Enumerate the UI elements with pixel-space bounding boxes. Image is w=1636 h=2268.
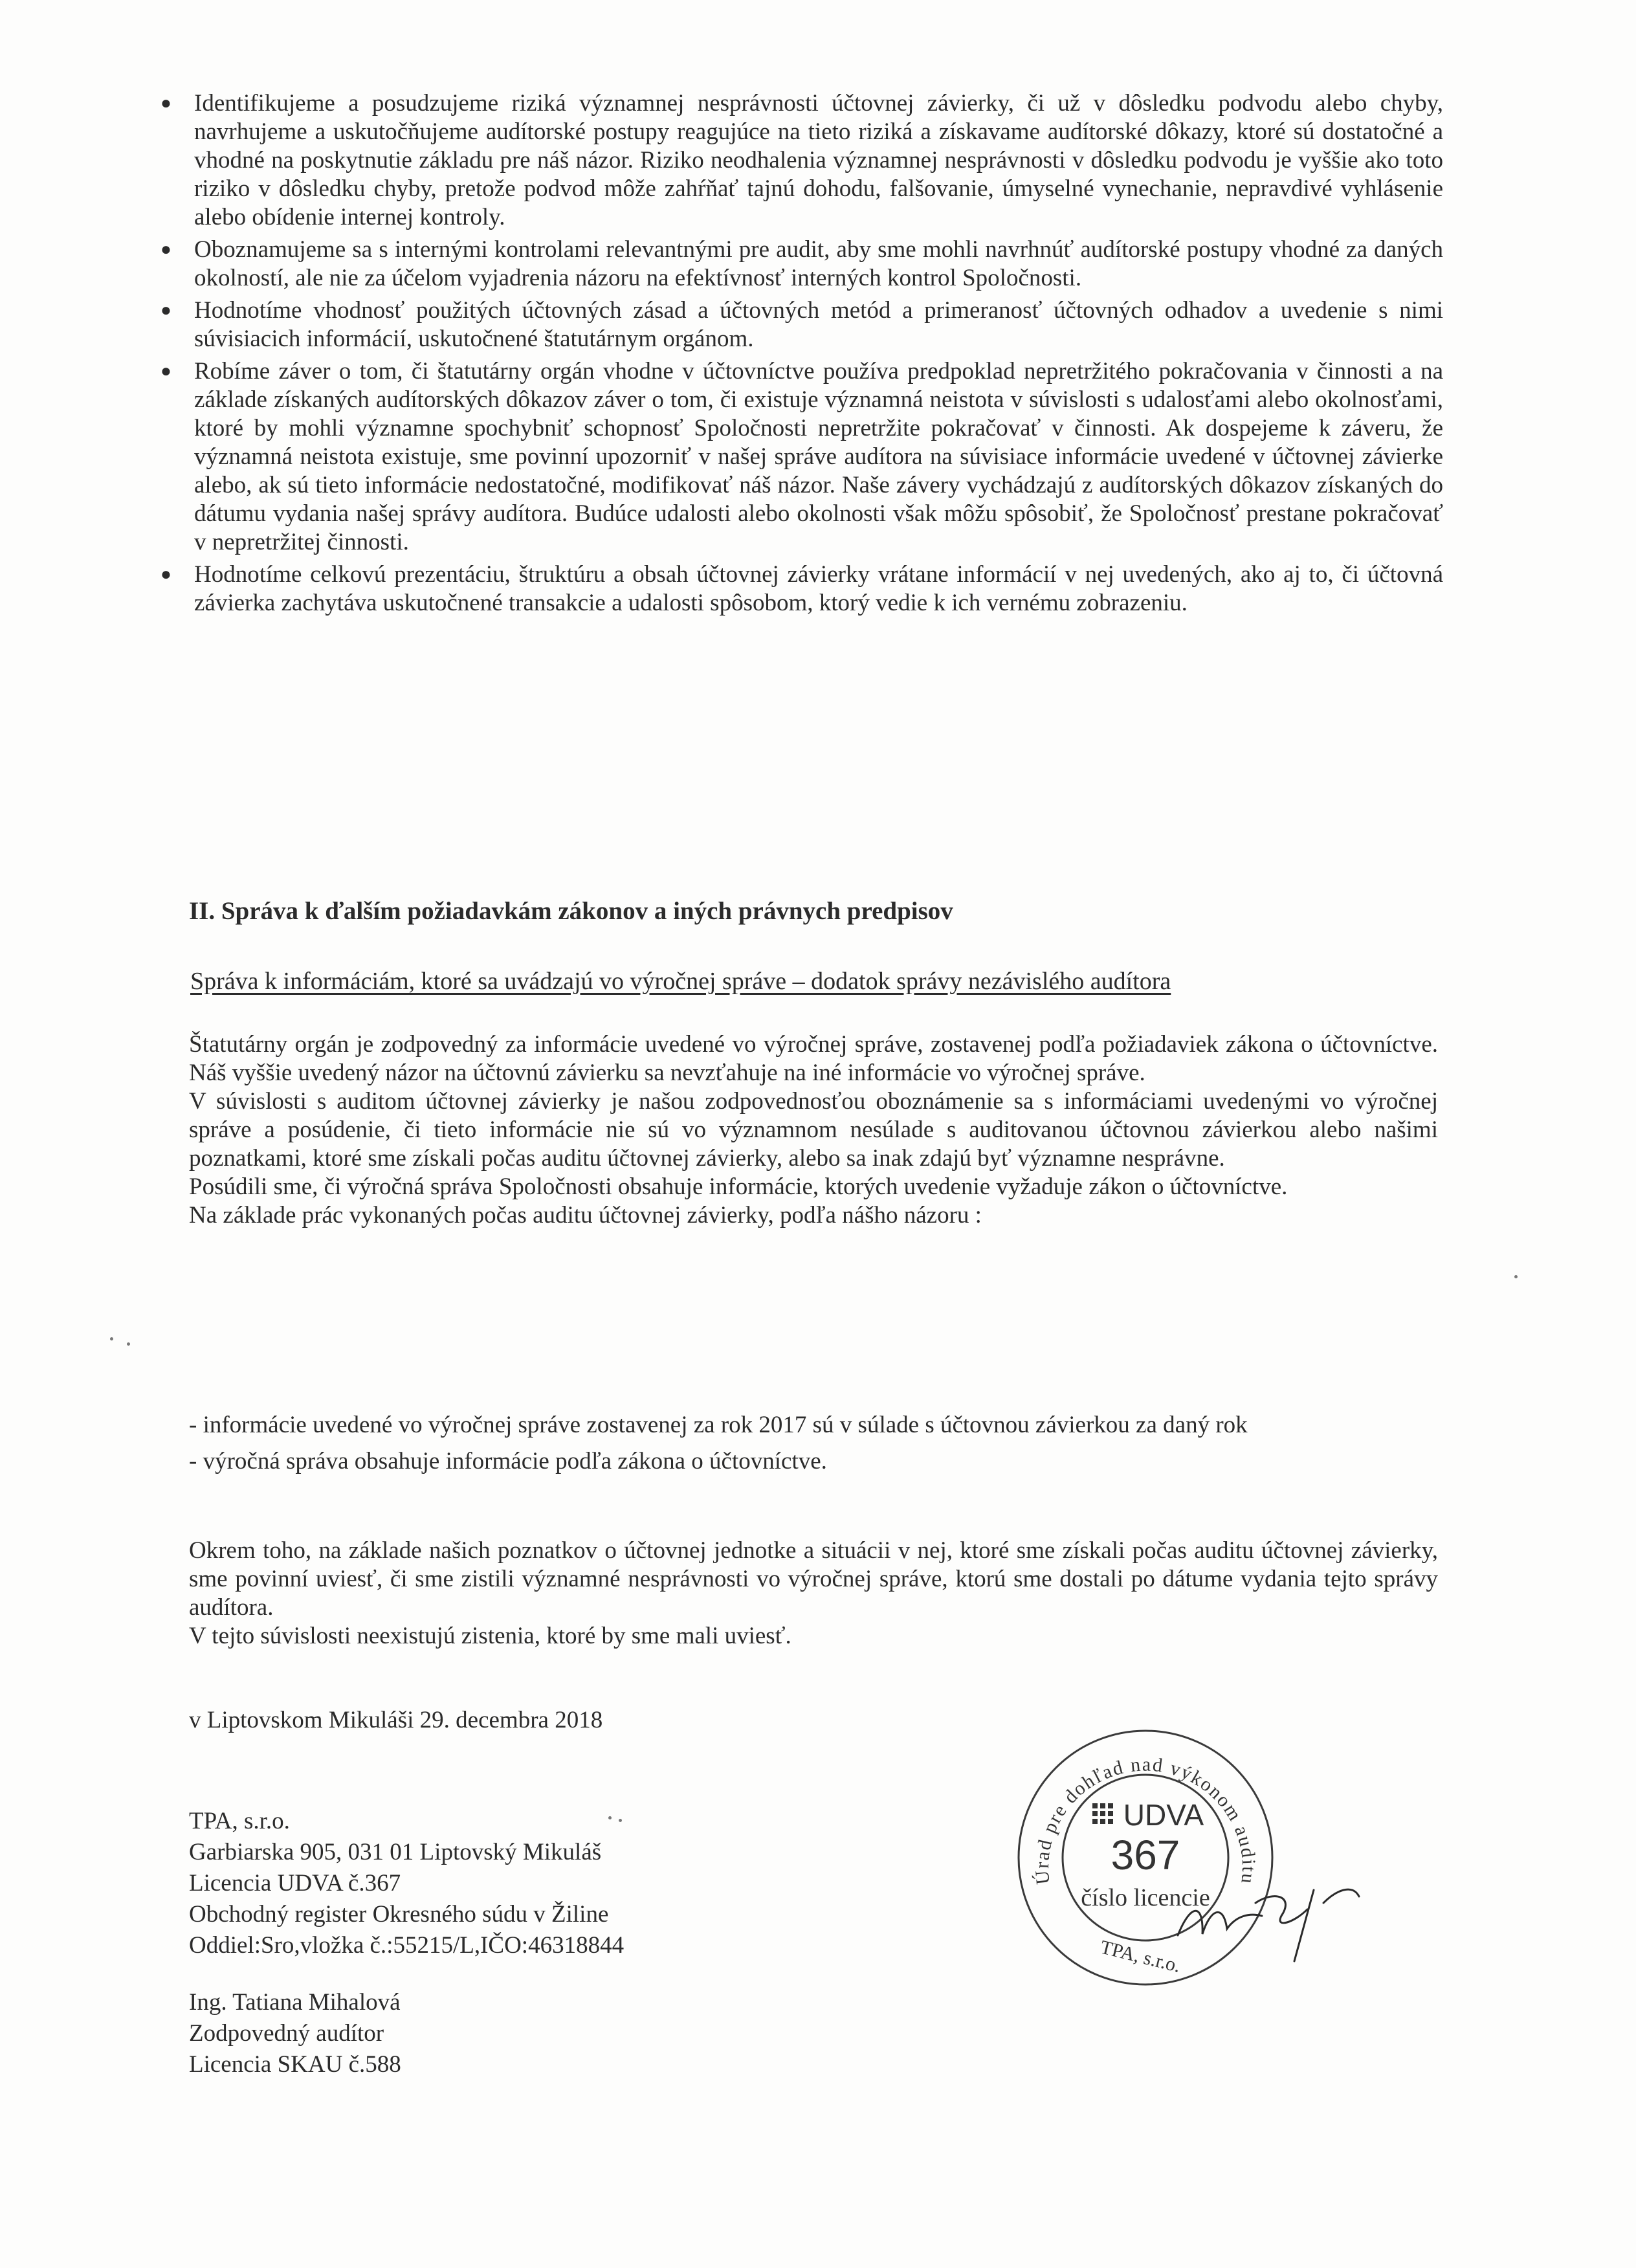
bullet-text: Robíme záver o tom, či štatutárny orgán vhodne v účtovníctve používa predpoklad nepretržitého pokračovania v činnosti a na základe získaných audítorských dôkazov záver o tom, či existuje významná neistota v súvislosti s udalosťami alebo okolnosťami, ktoré by mohli významne spochybniť schopnosť Spoločnosti nepretržite pokračovať v činnosti. Ak dospejeme k záveru, že významná neistota existuje, sme povinní upozorniť v našej správe audítora na súvisiace informácie uvedené v účtovnej závierke alebo, ak sú tieto informácie nedostatočné, modifikovať náš názor. Naše závery vychádzajú z audítorských dôkazov získaných do dátumu vydania našej správy audítora. Budúce udalosti alebo okolnosti však môžu spôsobiť, že Spoločnosť prestane pokračovať v nepretržitej činnosti. — [194, 358, 1443, 555]
scan-speck — [127, 1342, 130, 1346]
bullet-text: Hodnotíme celkovú prezentáciu, štruktúru a obsah účtovnej závierky vrátane informácií v nej uvedených, ako aj to, či účtovná závierka zachytáva uskutočnené transakcie a udalosti spôsobom, ktorý vedie k ich vernému zobrazeniu. — [194, 561, 1443, 616]
stamp-firm: TPA, s.r.o. — [1098, 1936, 1183, 1977]
stamp-ring-text: Úrad pre dohľad nad výkonom auditu — [1031, 1753, 1260, 1886]
bullet-text: Oboznamujeme sa s internými kontrolami relevantnými pre audit, aby sme mohli navrhnúť audítorské postupy vhodné za daných okolností, ale nie za účelom vyjadrenia názoru na efektívnosť interných kontrol Spoločnosti. — [194, 236, 1443, 291]
scan-speck — [608, 1816, 612, 1819]
list-item — [160, 561, 1443, 617]
list-item — [160, 296, 1443, 353]
bullet-icon: ● — [160, 93, 171, 113]
auditor-name: Ing. Tatiana Mihalová — [189, 1989, 401, 2016]
auditor-license: Licencia SKAU č.588 — [189, 2051, 401, 2078]
section-heading: II. Správa k ďalším požiadavkám zákonov a iných právnych predpisov — [189, 897, 953, 925]
bullet-icon: ● — [160, 239, 171, 260]
bullet-icon: ● — [160, 361, 171, 381]
paragraph: Posúdili sme, či výročná správa Spoločnosti obsahuje informácie, ktorých uvedenie vyžaduje zákon o účtovníctve. — [189, 1173, 1288, 1200]
list-item — [160, 357, 1443, 557]
signature-icon — [1165, 1877, 1372, 1968]
stamp-number: 367 — [1111, 1832, 1180, 1878]
list-item — [160, 236, 1443, 293]
company-register: Obchodný register Okresného súdu v Žiline — [189, 1901, 609, 1928]
paragraph: Okrem toho, na základe našich poznatkov o účtovnej jednotke a situácii v nej, ktoré sme získali počas auditu účtovnej závierky, sme povinní uviesť, či sme zistili významné nesprávnosti vo výročnej správe, ktorú sme dostali po dátume vydania tejto správy audítora. — [189, 1537, 1438, 1621]
bullet-icon: ● — [160, 300, 171, 320]
auditor-role: Zodpovedný audítor — [189, 2020, 384, 2047]
bullet-list — [160, 89, 1443, 621]
paragraph: Na základe prác vykonaných počas auditu účtovnej závierky, podľa nášho názoru : — [189, 1202, 982, 1228]
auditor-block — [189, 1987, 401, 2080]
paragraph: Štatutárny orgán je zodpovedný za informácie uvedené vo výročnej správe, zostavenej podľa požiadaviek zákona o účtovníctve. Náš vyššie uvedený názor na účtovnú závierku sa nevzťahuje na iné informácie vo výročnej správe. — [189, 1031, 1438, 1086]
company-address: Garbiarska 905, 031 01 Liptovský Mikuláš — [189, 1839, 602, 1865]
bullet-text: Hodnotíme vhodnosť použitých účtovných zásad a účtovných metód a primeranosť účtovných odhadov a uvedenie s nimi súvisiacich informácií, uskutočnené štatutárnym orgánom. — [194, 297, 1443, 352]
closing-paragraphs — [189, 1537, 1438, 1651]
company-block — [189, 1806, 624, 1961]
place-and-date: v Liptovskom Mikuláši 29. decembra 2018 — [189, 1707, 603, 1733]
bullet-icon: ● — [160, 564, 171, 584]
list-item: - informácie uvedené vo výročnej správe zostavenej za rok 2017 sú v súlade s účtovnou závierkou za daný rok — [189, 1412, 1248, 1438]
company-register-details: Oddiel:Sro,vložka č.:55215/L,IČO:46318844 — [189, 1932, 625, 1959]
paragraph: V súvislosti s auditom účtovnej závierky je našou zodpovednosťou oboznámenie sa s informáciami uvedenými vo výročnej správe a posúdenie, či tieto informácie nie sú vo významnom nesúlade s auditovanou účtovnou závierkou alebo našimi poznatkami, ktoré sme získali počas auditu účtovnej závierky, alebo sa inak zdajú byť významne nesprávne. — [189, 1088, 1438, 1172]
scan-speck — [619, 1819, 622, 1822]
scan-speck — [110, 1337, 113, 1340]
udva-logo-icon — [1092, 1803, 1113, 1824]
bullet-text: Identifikujeme a posudzujeme riziká významnej nesprávnosti účtovnej závierky, či už v dôsledku podvodu alebo chyby, navrhujeme a uskutočňujeme audítorské postupy reagujúce na tieto riziká a získavame audítorské dôkazy, ktoré sú dostatočné a vhodné na poskytnutie základu pre náš názor. Riziko neodhalenia významnej nesprávnosti v dôsledku podvodu je vyššie ako toto riziko v dôsledku chyby, pretože podvod môže zahŕňať tajnú dohodu, falšovanie, úmyselné vynechanie, nepravdivé vyhlásenie alebo obídenie internej kontroly. — [194, 90, 1443, 230]
list-item: - výročná správa obsahuje informácie podľa zákona o účtovníctve. — [189, 1448, 827, 1474]
stamp-label: číslo licencie — [1081, 1884, 1210, 1911]
company-name: TPA, s.r.o. — [189, 1808, 290, 1834]
section-subheading: Správa k informáciám, ktoré sa uvádzajú vo výročnej správe – dodatok správy nezávislého audítora — [190, 968, 1171, 995]
stamp-org: UDVA — [1123, 1798, 1204, 1832]
opinion-list — [189, 1411, 1438, 1484]
list-item — [160, 89, 1443, 232]
paragraph: V tejto súvislosti neexistujú zistenia, ktoré by sme mali uviesť. — [189, 1623, 791, 1649]
company-license: Licencia UDVA č.367 — [189, 1870, 401, 1896]
body-paragraphs — [189, 1030, 1438, 1230]
scan-speck — [1514, 1275, 1518, 1278]
